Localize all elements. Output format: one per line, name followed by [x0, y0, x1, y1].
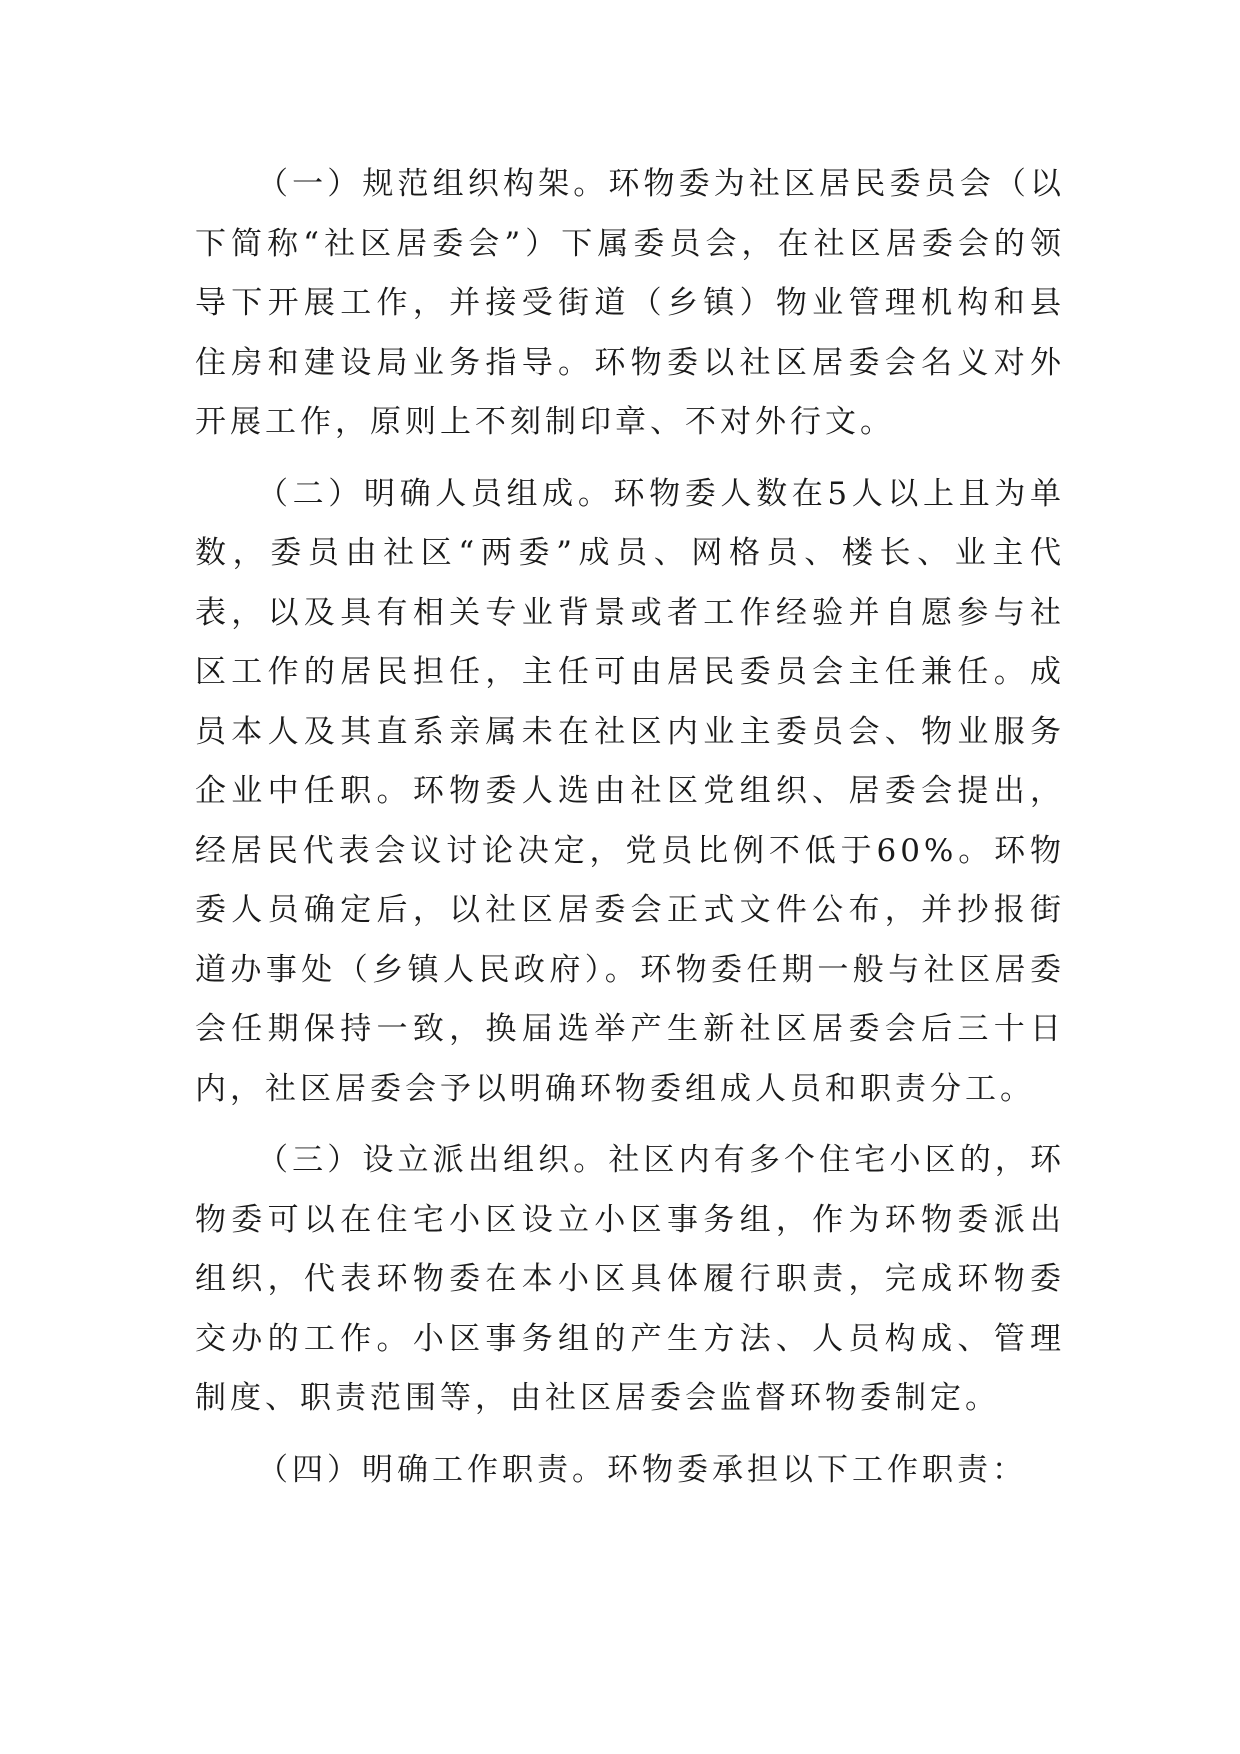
paragraph-work-duties: （四）明确工作职责。环物委承担以下工作职责： [257, 1451, 1027, 1488]
paragraph-organization-structure: （一）规范组织构架。环物委为社区居民委员会（以下简称“社区居委会”）下属委员会，在社区居委会的领导下开展工作，并接受街道（乡镇）物业管理机构和县住房和建设局业务指导。环物委以社区居委会名义对外开展工作，原则上不刻制印章、不对外行文。 [195, 166, 1065, 440]
document-page [195, 155, 1065, 1512]
paragraph-dispatched-organization: （三）设立派出组织。社区内有多个住宅小区的，环物委可以在住宅小区设立小区事务组，作为环物委派出组织，代表环物委在本小区具体履行职责，完成环物委交办的工作。小区事务组的产生方法、人员构成、管理制度、职责范围等，由社区居委会监督环物委制定。 [195, 1142, 1065, 1416]
paragraph-personnel-composition: （二）明确人员组成。环物委人数在5人以上且为单数，委员由社区“两委”成员、网格员、楼长、业主代表，以及具有相关专业背景或者工作经验并自愿参与社区工作的居民担任，主任可由居民委员会主任兼任。成员本人及其直系亲属未在社区内业主委员会、物业服务企业中任职。环物委人选由社区党组织、居委会提出，经居民代表会议讨论决定，党员比例不低于60%。环物委人员确定后，以社区居委会正式文件公布，并抄报街道办事处（乡镇人民政府）。环物委任期一般与社区居委会任期保持一致，换届选举产生新社区居委会后三十日内，社区居委会予以明确环物委组成人员和职责分工。 [195, 475, 1065, 1107]
